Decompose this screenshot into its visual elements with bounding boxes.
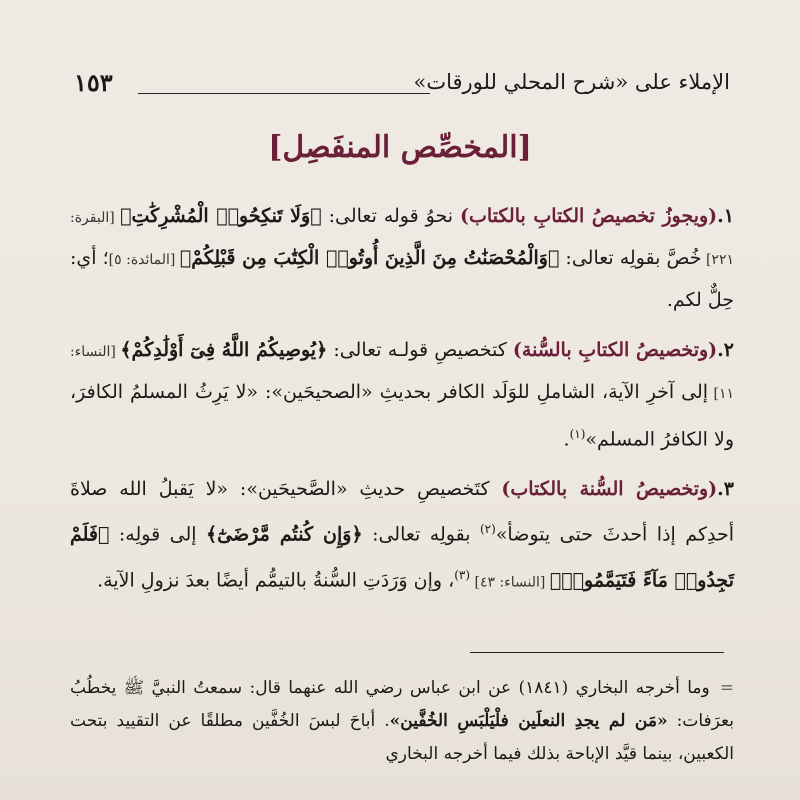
quran-verse: ﴿وَإِن كُنتُم مَّرْضَىٰٓ﴾ [206,523,363,546]
quran-verse: ﴿يُوصِيكُمُ اللَّهُ فِىٓ أَوْلَٰدِكُمْ﴾ [120,339,328,361]
footnote-text: . أباحَ لبسَ الخُفَّين مطلقًا عن التقييد بتحت الكعبين، بينما قيَّد الإباحة بذلك فيما أخرجه البخاري [70,711,734,764]
paragraph-2 [70,330,734,459]
footnote-text: وما أخرجه البخاري (١٨٤١) عن ابن عباس رضي الله عنهما قال: سمعتُ النبيَّ ﷺ يخطُبُ بعرَفات: [70,678,734,731]
para-number: ٣. [717,478,735,501]
footnote-hadith: «مَن لم يجدِ النعلَين فلْيَلْبَسِ الخُفَّين» [389,711,668,731]
footnote-block [70,672,734,771]
paragraph-1 [70,196,734,320]
para-text: نحوُ قوله تعالى: [321,205,461,227]
continuation-marker: = [719,678,734,698]
para-number: ١. [717,205,735,227]
section-title-text: المخصِّص المنفَصِل [282,130,518,165]
para-text: . [563,428,570,451]
footnote-ref[interactable]: (١) [569,427,586,441]
page-number: ١٥٣ [74,68,113,97]
verse-reference: [النساء: ٤٣] [470,573,550,590]
para-text: ؛ أي: حِلٌّ لكم. [70,247,734,311]
running-title: الإملاء على «شرح المحلي للورقات» [413,70,730,94]
page-header [74,62,730,102]
verse-reference: [البقرة: ٢٢١] [70,210,734,268]
para-heading: (وتخصيصُ الكتابِ بالسُّنة) [512,339,718,361]
title-bracket-open: [ [517,130,532,165]
section-title [0,130,800,165]
para-number: ٢. [717,339,734,361]
para-text: ، وإن وَرَدَتِ السُّنةُ بالتيمُّم أيضًا بعدَ نزولِ الآية. [97,568,455,591]
verse-reference: [النساء: ١١] [70,344,734,402]
quran-verse: ﴿وَلَا تَنكِحُوا۟ الْمُشْرِكَٰتِ﴾ [120,205,322,227]
title-bracket-close: ] [268,130,283,165]
paragraph-3 [70,469,734,602]
main-text [70,196,734,612]
para-heading: (وتخصيصُ السُّنة بالكتاب) [501,478,718,501]
para-text: بقولِه تعالى: [362,523,480,546]
para-text: كتخصيصِ قولـه تعالى: [327,339,513,361]
para-text: إلى قولِه: [109,523,207,546]
footnote-rule [470,652,724,653]
quran-verse: ﴿فَلَمْ تَجِدُوا۟ مَآءً فَتَيَمَّمُوا۟﴾ [70,523,734,591]
quran-verse: ﴿وَالْمُحْصَنَٰتُ مِنَ الَّذِينَ أُوتُوا۟ الْكِتَٰبَ مِن قَبْلِكُمْ﴾ [179,247,560,269]
verse-reference: [المائدة: ٥] [108,252,180,268]
para-text: خُصَّ بقولِه تعالى: [559,247,702,269]
header-rule [138,93,430,94]
para-text: إلى آخرِ الآية، الشاملِ للوَلَد الكافر بحديثِ «الصحيحَين»: «لا يَرِثُ المسلمُ الكافرَ، ولا الكافرُ المسلم» [70,381,734,451]
footnote-ref[interactable]: (٣) [454,567,471,582]
footnote-ref[interactable]: (٢) [479,522,496,537]
para-heading: (ويجوزُ تخصيصُ الكتابِ بالكتاب) [460,205,718,227]
para-text: كتَخصيصِ حديثِ «الصَّحيحَين»: «لا يَقبلُ الله صلاةَ أحدِكم إذا أحدثَ حتى يتوضأ» [70,478,734,546]
